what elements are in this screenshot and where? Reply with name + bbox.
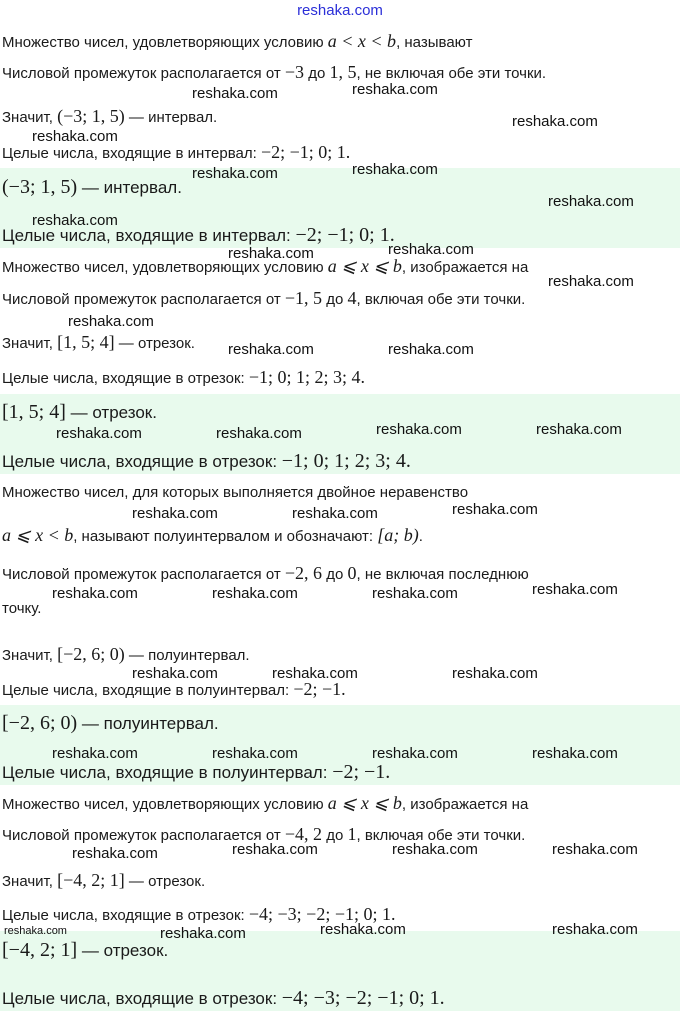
s2-answer-integers	[2, 452, 411, 471]
watermark: reshaka.com	[52, 585, 138, 602]
s3-desc-suffix: , не включая последнюю	[356, 566, 529, 583]
s3-intro-line2	[2, 526, 423, 546]
s1-answer-int-prefix: Целые числа, входящие в интервал:	[2, 226, 291, 245]
watermark: reshaka.com	[216, 425, 302, 442]
s4-answer-math: [−4, 2; 1]	[2, 939, 78, 961]
s2-answer-int-values: −1; 0; 1; 2; 3; 4.	[281, 450, 411, 472]
watermark: reshaka.com	[352, 81, 438, 98]
s4-concl-suffix: — отрезок.	[128, 873, 206, 890]
watermark: reshaka.com	[232, 841, 318, 858]
s1-desc-from: −3	[284, 62, 305, 82]
s4-concl-math: [−4, 2; 1]	[57, 870, 125, 890]
watermark: reshaka.com	[552, 921, 638, 938]
watermark: reshaka.com	[212, 585, 298, 602]
watermark: reshaka.com	[292, 505, 378, 522]
s3-intro-prefix: , называют полуинтервалом и обозначают:	[73, 528, 374, 545]
s1-answer-title	[2, 178, 182, 197]
s4-desc-suffix: , включая обе эти точки.	[356, 827, 526, 844]
watermark: reshaka.com	[392, 841, 478, 858]
s4-intro-math: a ⩽ x ⩽ b	[327, 793, 402, 813]
watermark: reshaka.com	[548, 193, 634, 210]
s3-concl-math: [−2, 6; 0)	[57, 644, 125, 664]
watermark: reshaka.com	[4, 925, 67, 937]
s4-desc-to: 1	[347, 824, 357, 844]
s3-intro-math: a ⩽ x < b	[2, 525, 74, 545]
s2-concl-suffix: — отрезок.	[118, 335, 195, 352]
s4-int-prefix: Целые числа, входящие в отрезок:	[2, 907, 245, 924]
s3-answer-int-values: −2; −1.	[332, 761, 391, 783]
watermark: reshaka.com	[512, 113, 598, 130]
s4-conclusion	[2, 871, 205, 891]
s3-desc-mid: до	[326, 566, 344, 583]
s3-answer-math: [−2, 6; 0)	[2, 712, 78, 734]
s4-answer-integers	[2, 989, 445, 1008]
s1-intro-prefix: Множество чисел, удовлетворяющих условию	[2, 34, 324, 51]
watermark: reshaka.com	[452, 501, 538, 518]
s4-answer-label: — отрезок.	[81, 941, 169, 960]
watermark: reshaka.com	[212, 745, 298, 762]
watermark: reshaka.com	[192, 85, 278, 102]
s2-desc-to: 4	[347, 288, 357, 308]
s1-concl-suffix: — интервал.	[128, 109, 218, 126]
s4-answer-int-prefix: Целые числа, входящие в отрезок:	[2, 989, 278, 1008]
site-header-link[interactable]: reshaka.com	[297, 2, 383, 19]
s3-desc-to: 0	[347, 563, 357, 583]
s2-answer-math: [1, 5; 4]	[2, 401, 66, 423]
s1-integers	[2, 143, 350, 163]
watermark: reshaka.com	[388, 241, 474, 258]
s3-desc-prefix: Числовой промежуток располагается от	[2, 566, 281, 583]
s2-intro-prefix: Множество чисел, удовлетворяющих условию	[2, 259, 324, 276]
s4-answer-box	[0, 931, 680, 1011]
s2-concl-math: [1, 5; 4]	[57, 332, 115, 352]
s2-description	[2, 289, 525, 309]
s1-description	[2, 63, 546, 83]
s1-concl-prefix: Значит,	[2, 109, 53, 126]
s2-desc-mid: до	[326, 291, 344, 308]
watermark: reshaka.com	[452, 665, 538, 682]
s4-intro	[2, 794, 528, 814]
watermark: reshaka.com	[192, 165, 278, 182]
s4-intro-suffix: , изображается на	[401, 796, 529, 813]
s3-answer-label: — полуинтервал.	[81, 714, 219, 733]
watermark: reshaka.com	[532, 581, 618, 598]
watermark: reshaka.com	[160, 925, 246, 942]
s1-conclusion	[2, 107, 217, 127]
watermark: reshaka.com	[32, 212, 118, 229]
s3-concl-prefix: Значит,	[2, 647, 53, 664]
watermark: reshaka.com	[132, 505, 218, 522]
s4-answer-int-values: −4; −3; −2; −1; 0; 1.	[281, 987, 445, 1009]
s4-answer-title	[2, 941, 168, 960]
s3-int-prefix: Целые числа, входящие в полуинтервал:	[2, 682, 290, 699]
s3-int-values: −2; −1.	[293, 679, 346, 699]
s3-intro-line1: Множество чисел, для которых выполняется двойное неравенство	[2, 484, 469, 501]
s2-desc-from: −1, 5	[284, 288, 323, 308]
s2-answer-title	[2, 403, 157, 422]
watermark: reshaka.com	[132, 665, 218, 682]
s1-intro-suffix: , называют	[396, 34, 473, 51]
s2-answer-label: — отрезок.	[70, 403, 157, 422]
s4-desc-mid: до	[326, 827, 344, 844]
s1-intro	[2, 32, 472, 52]
s2-intro-math: a ⩽ x ⩽ b	[327, 256, 402, 276]
s3-conclusion	[2, 645, 250, 665]
watermark: reshaka.com	[388, 341, 474, 358]
watermark: reshaka.com	[376, 421, 462, 438]
s3-intro-suffix: .	[418, 528, 423, 545]
s2-int-values: −1; 0; 1; 2; 3; 4.	[248, 367, 366, 387]
s3-answer-title	[2, 714, 219, 733]
s1-answer-label: — интервал.	[81, 178, 182, 197]
watermark: reshaka.com	[228, 245, 314, 262]
watermark: reshaka.com	[56, 425, 142, 442]
watermark: reshaka.com	[372, 585, 458, 602]
watermark: reshaka.com	[320, 921, 406, 938]
s2-concl-prefix: Значит,	[2, 335, 53, 352]
s3-answer-integers	[2, 763, 390, 782]
s3-integers	[2, 680, 346, 700]
s2-desc-suffix: , включая обе эти точки.	[356, 291, 526, 308]
watermark: reshaka.com	[228, 341, 314, 358]
watermark: reshaka.com	[72, 845, 158, 862]
s2-integers	[2, 368, 365, 388]
s4-desc-from: −4, 2	[284, 824, 323, 844]
s1-intro-math: a < x < b	[327, 31, 397, 51]
watermark: reshaka.com	[548, 273, 634, 290]
s2-int-prefix: Целые числа, входящие в отрезок:	[2, 370, 245, 387]
s2-conclusion	[2, 333, 195, 353]
s4-int-values: −4; −3; −2; −1; 0; 1.	[248, 904, 396, 924]
watermark: reshaka.com	[372, 745, 458, 762]
s1-concl-math: (−3; 1, 5)	[57, 106, 125, 126]
s4-intro-prefix: Множество чисел, удовлетворяющих условию	[2, 796, 324, 813]
s2-answer-int-prefix: Целые числа, входящие в отрезок:	[2, 452, 278, 471]
s1-answer-int-values: −2; −1; 0; 1.	[295, 224, 395, 246]
watermark: reshaka.com	[272, 665, 358, 682]
s2-desc-prefix: Числовой промежуток располагается от	[2, 291, 281, 308]
s3-intro-notation: [a; b)	[377, 525, 419, 545]
watermark: reshaka.com	[32, 128, 118, 145]
watermark: reshaka.com	[352, 161, 438, 178]
s1-answer-math: (−3; 1, 5)	[2, 176, 78, 198]
s4-desc-prefix: Числовой промежуток располагается от	[2, 827, 281, 844]
s3-answer-int-prefix: Целые числа, входящие в полуинтервал:	[2, 763, 328, 782]
s2-intro-suffix: , изображается на	[401, 259, 529, 276]
watermark: reshaka.com	[532, 745, 618, 762]
s1-desc-to: 1, 5	[329, 62, 357, 82]
watermark: reshaka.com	[52, 745, 138, 762]
s3-desc-wrap: точку.	[2, 600, 42, 617]
s3-description	[2, 564, 529, 584]
s3-concl-suffix: — полуинтервал.	[128, 647, 250, 664]
s1-int-prefix: Целые числа, входящие в интервал:	[2, 145, 257, 162]
s1-desc-suffix: , не включая обе эти точки.	[356, 65, 547, 82]
s1-int-values: −2; −1; 0; 1.	[260, 142, 351, 162]
watermark: reshaka.com	[552, 841, 638, 858]
watermark: reshaka.com	[68, 313, 154, 330]
watermark: reshaka.com	[536, 421, 622, 438]
s1-desc-mid: до	[308, 65, 326, 82]
s3-desc-from: −2, 6	[284, 563, 323, 583]
s1-desc-prefix: Числовой промежуток располагается от	[2, 65, 281, 82]
s4-concl-prefix: Значит,	[2, 873, 53, 890]
